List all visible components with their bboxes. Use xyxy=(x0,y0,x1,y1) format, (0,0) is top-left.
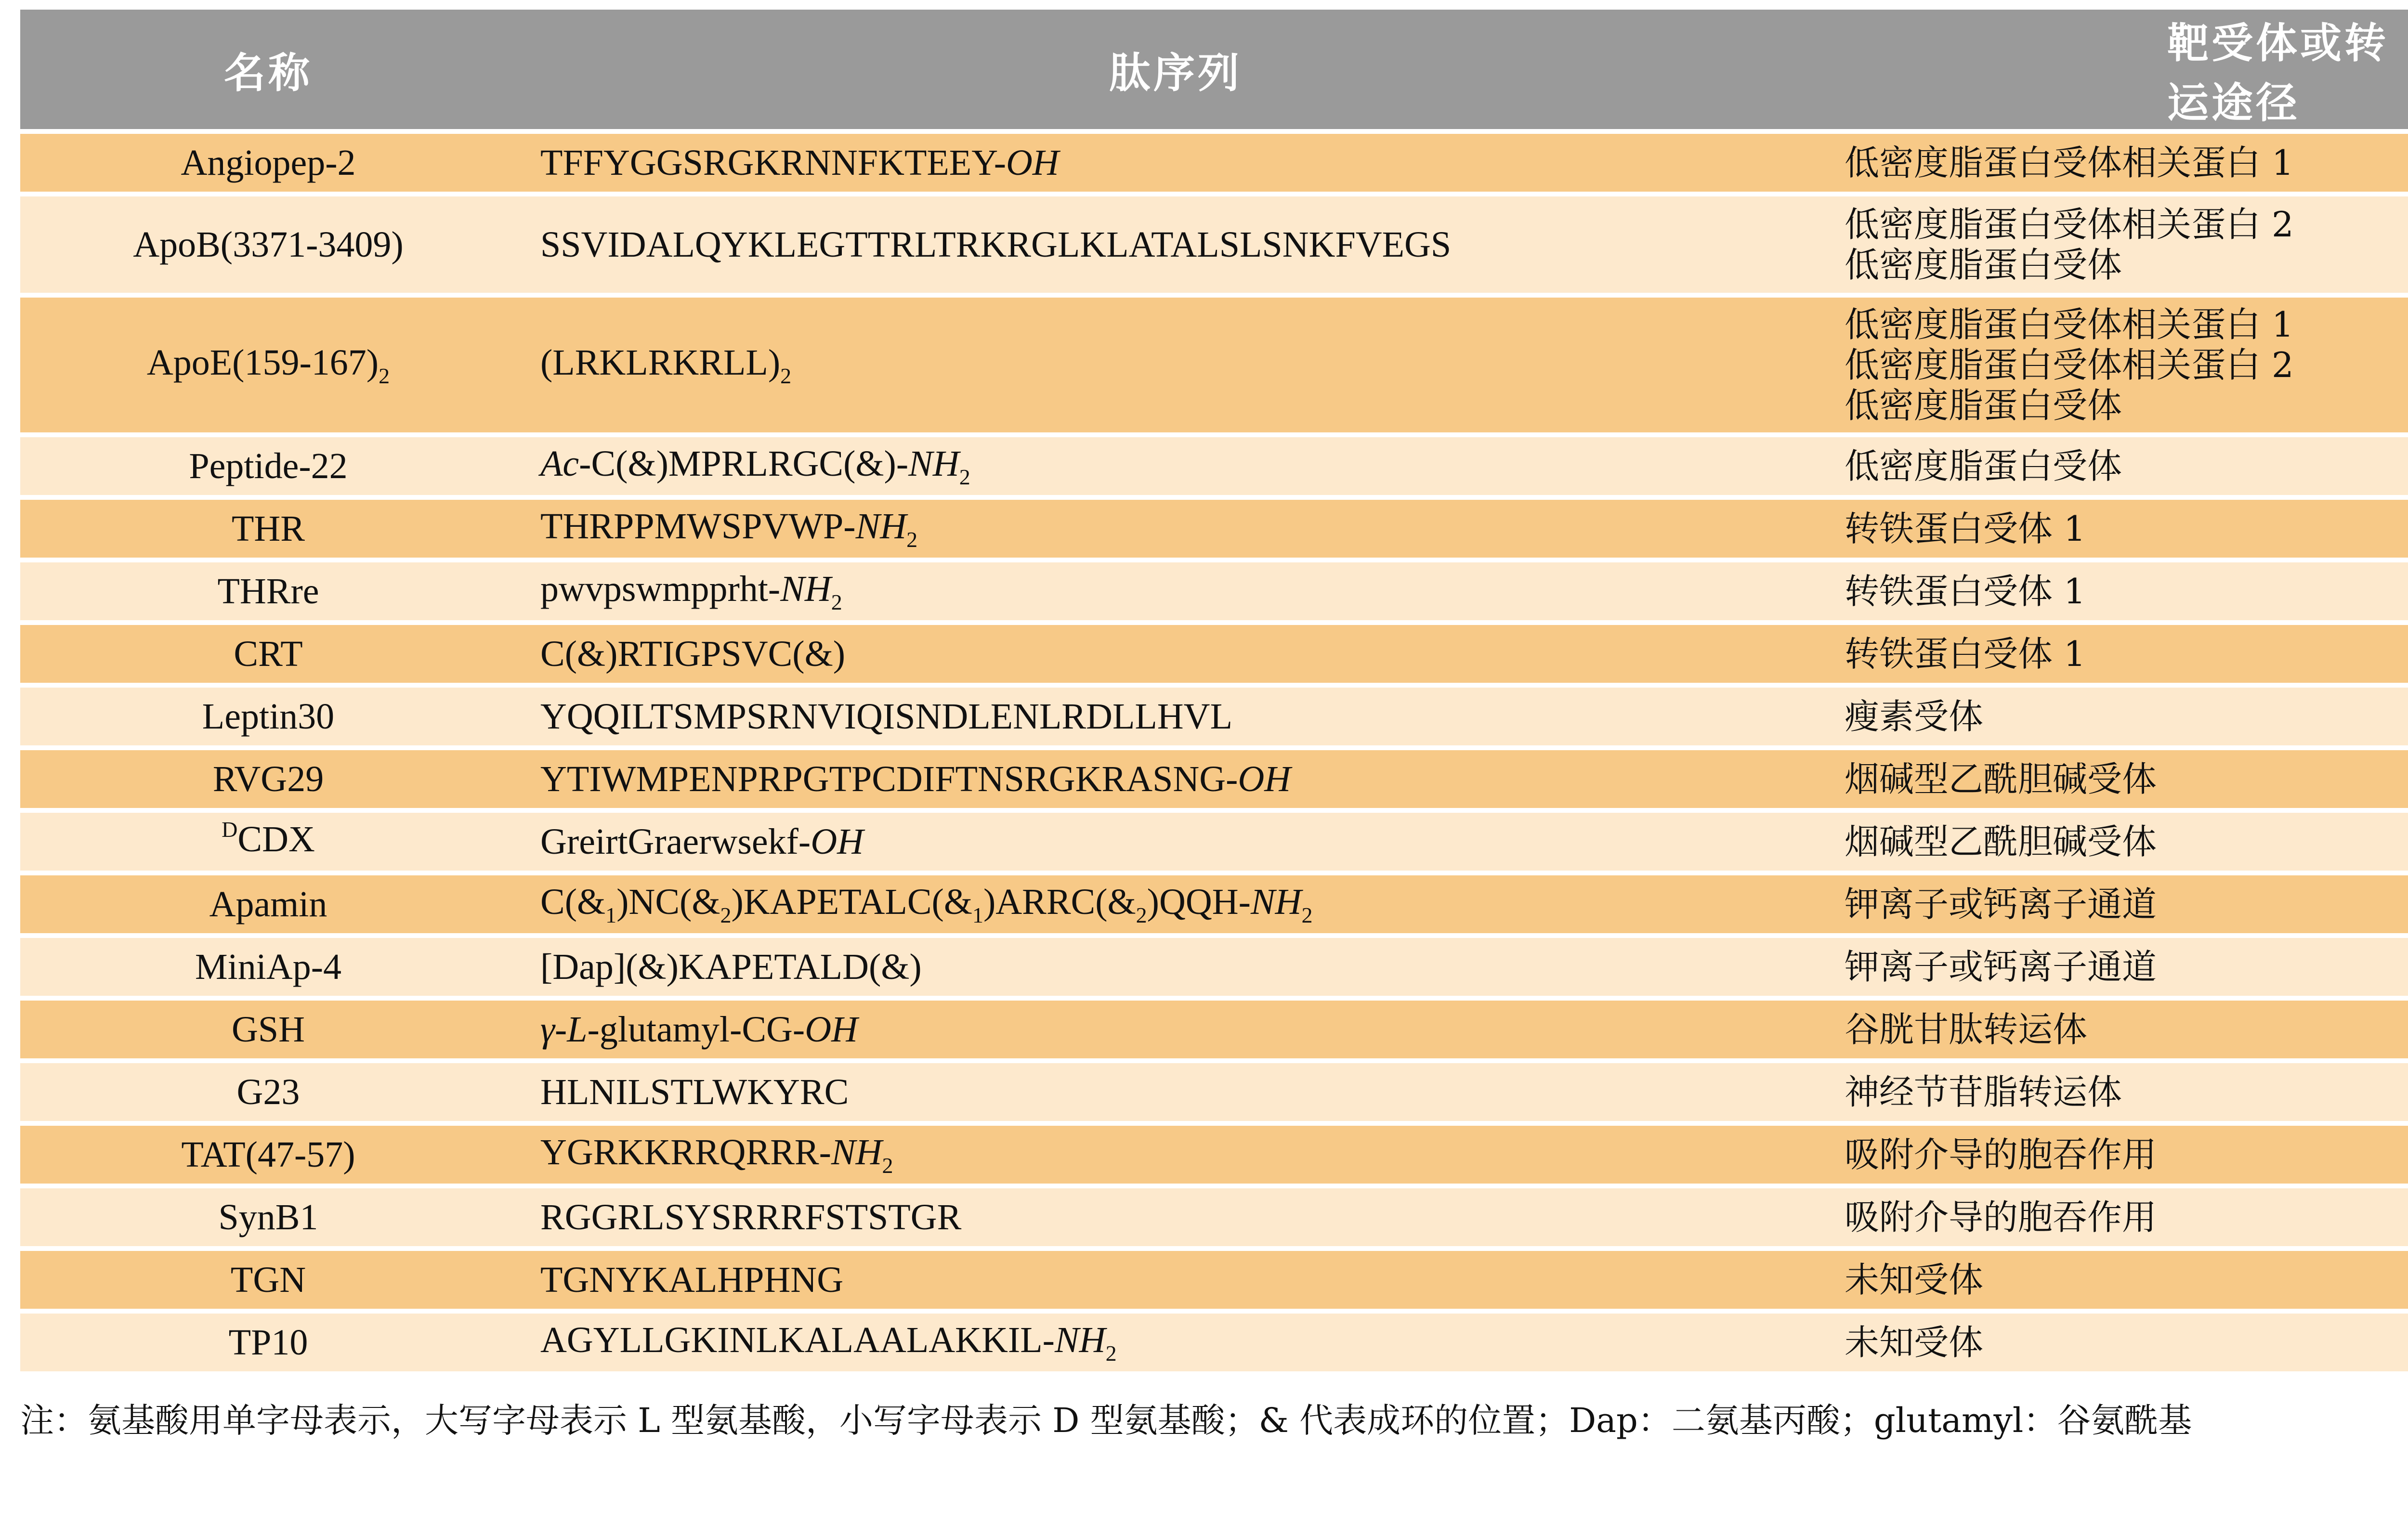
target-line: 瘦素受体 xyxy=(1845,696,1984,737)
target-cell xyxy=(1835,437,2408,495)
peptide-name-cell xyxy=(20,1314,516,1371)
target-cell xyxy=(1835,938,2408,996)
table-row xyxy=(20,1001,2408,1058)
target-line: 转铁蛋白受体 1 xyxy=(1845,508,2086,549)
peptide-name: RVG29 xyxy=(212,759,324,799)
sequence-segment: C(& xyxy=(540,882,606,922)
sequence-segment: HLNILSTLWKYRC xyxy=(540,1072,849,1112)
peptide-name-cell xyxy=(20,1001,516,1058)
table-row xyxy=(20,875,2408,933)
peptide-sequence-cell xyxy=(516,1001,1835,1058)
peptide-name-cell xyxy=(20,750,516,808)
target-cell xyxy=(1835,298,2408,432)
sequence-segment: TFFYGGSRGKRNNFKTEEY- xyxy=(540,143,1006,183)
header-target: 靶受体或转运途径 xyxy=(1835,10,2408,129)
sequence-segment: Ac xyxy=(540,443,579,484)
peptide-name: THRre xyxy=(217,571,319,612)
peptide-name-cell xyxy=(20,298,516,432)
sequence-subscript: 1 xyxy=(972,903,983,927)
header-name: 名称 xyxy=(20,10,516,129)
target-line: 未知受体 xyxy=(1845,1260,1984,1300)
target-cell xyxy=(1835,1063,2408,1121)
target-cell xyxy=(1835,750,2408,808)
peptide-sequence-cell xyxy=(516,625,1835,683)
sequence-segment: YQQILTSMPSRNVIQISNDLENLRDLLHVL xyxy=(540,696,1232,737)
header-sequence: 肽序列 xyxy=(516,10,1835,129)
peptide-sequence-cell xyxy=(516,134,1835,192)
sequence-subscript: 2 xyxy=(959,465,970,489)
peptide-sequence-cell xyxy=(516,813,1835,871)
table-row xyxy=(20,134,2408,192)
table-header xyxy=(20,10,2408,129)
peptide-sequence-cell xyxy=(516,1188,1835,1246)
target-line: 谷胱甘肽转运体 xyxy=(1845,1009,2088,1050)
sequence-segment: (LRKLRKRLL) xyxy=(540,342,781,383)
peptide-name: CRT xyxy=(234,634,303,674)
target-cell xyxy=(1835,1251,2408,1309)
sequence-subscript: 2 xyxy=(1301,903,1313,927)
target-line: 钾离子或钙离子通道 xyxy=(1845,884,2157,924)
target-cell xyxy=(1835,875,2408,933)
sequence-segment: -glutamyl-CG- xyxy=(587,1009,805,1050)
target-line: 低密度脂蛋白受体 xyxy=(1845,385,2122,426)
table-row xyxy=(20,1188,2408,1246)
sequence-segment: OH xyxy=(811,821,864,862)
table-row xyxy=(20,500,2408,558)
peptide-name-cell xyxy=(20,875,516,933)
peptide-table-container xyxy=(20,10,2408,1376)
target-line: 吸附介导的胞吞作用 xyxy=(1845,1197,2157,1237)
target-cell xyxy=(1835,625,2408,683)
sequence-subscript: 2 xyxy=(780,364,792,388)
target-cell xyxy=(1835,196,2408,293)
peptide-sequence-cell xyxy=(516,196,1835,293)
table-row xyxy=(20,1314,2408,1371)
peptide-name: MiniAp-4 xyxy=(195,947,341,987)
peptide-sequence-cell xyxy=(516,437,1835,495)
table-body xyxy=(20,134,2408,1371)
peptide-name: G23 xyxy=(236,1072,300,1112)
table-row xyxy=(20,1063,2408,1121)
sequence-segment: GreirtGraerwsekf- xyxy=(540,821,811,862)
target-cell xyxy=(1835,134,2408,192)
sequence-segment: NH xyxy=(780,569,831,609)
peptide-name: TP10 xyxy=(228,1322,308,1363)
sequence-segment: [Dap](&)KAPETALD(&) xyxy=(540,947,922,987)
peptide-sequence-cell xyxy=(516,562,1835,620)
peptide-name-cell xyxy=(20,562,516,620)
sequence-segment: )ARRC(& xyxy=(983,882,1136,922)
peptide-name-cell xyxy=(20,500,516,558)
sequence-segment: pwvpswmpprht- xyxy=(540,569,781,609)
target-cell xyxy=(1835,813,2408,871)
sequence-segment: )QQH- xyxy=(1147,882,1251,922)
sequence-segment: NH xyxy=(1054,1320,1106,1360)
peptide-sequence-cell xyxy=(516,750,1835,808)
peptide-name-cell xyxy=(20,134,516,192)
sequence-segment: NH xyxy=(908,443,959,484)
table-row xyxy=(20,688,2408,745)
peptide-name: TGN xyxy=(230,1260,306,1300)
target-cell xyxy=(1835,500,2408,558)
target-line: 烟碱型乙酰胆碱受体 xyxy=(1845,759,2157,799)
target-line: 低密度脂蛋白受体相关蛋白 1 xyxy=(1845,143,2294,183)
peptide-name: Leptin30 xyxy=(202,696,335,737)
peptide-name-cell xyxy=(20,1251,516,1309)
peptide-sequence-cell xyxy=(516,688,1835,745)
target-line: 吸附介导的胞吞作用 xyxy=(1845,1134,2157,1175)
sequence-subscript: 2 xyxy=(1105,1341,1117,1366)
peptide-name: GSH xyxy=(231,1009,305,1050)
target-line: 烟碱型乙酰胆碱受体 xyxy=(1845,821,2157,862)
peptide-name-cell xyxy=(20,625,516,683)
sequence-subscript: 2 xyxy=(882,1153,893,1178)
target-line: 低密度脂蛋白受体相关蛋白 1 xyxy=(1845,304,2294,345)
target-line: 低密度脂蛋白受体 xyxy=(1845,446,2122,486)
peptide-name: CDX xyxy=(237,819,315,859)
table-row xyxy=(20,196,2408,293)
peptide-name-cell xyxy=(20,196,516,293)
peptide-sequence-cell xyxy=(516,1126,1835,1184)
peptide-name-cell xyxy=(20,938,516,996)
sequence-segment: OH xyxy=(805,1009,858,1050)
sequence-segment: OH xyxy=(1238,759,1291,799)
table-row xyxy=(20,437,2408,495)
sequence-segment: NH xyxy=(855,506,907,547)
target-cell xyxy=(1835,1001,2408,1058)
peptide-sequence-cell xyxy=(516,500,1835,558)
table-row xyxy=(20,813,2408,871)
peptide-name-cell xyxy=(20,813,516,871)
peptide-table xyxy=(20,5,2408,1376)
target-cell xyxy=(1835,1188,2408,1246)
sequence-segment: YGRKKRRQRRR- xyxy=(540,1132,831,1172)
sequence-segment: THRPPMWSPVWP- xyxy=(540,506,856,547)
peptide-name-cell xyxy=(20,1188,516,1246)
peptide-sequence-cell xyxy=(516,298,1835,432)
sequence-subscript: 2 xyxy=(720,903,732,927)
table-row xyxy=(20,1251,2408,1309)
peptide-name: Apamin xyxy=(209,884,327,924)
target-line: 神经节苷脂转运体 xyxy=(1845,1072,2122,1112)
sequence-subscript: 2 xyxy=(906,527,918,552)
table-row xyxy=(20,562,2408,620)
header-row xyxy=(20,10,2408,129)
peptide-name: ApoE(159-167) xyxy=(146,342,379,383)
table-footnote: 注：氨基酸用单字母表示，大写字母表示 L 型氨基酸，小写字母表示 D 型氨基酸；& 代表成环的位置；Dap：二氨基丙酸；glutamyl：谷氨酰基 xyxy=(20,1401,2192,1440)
table-row xyxy=(20,750,2408,808)
sequence-segment: -C(&)MPRLRGC(&)- xyxy=(579,443,909,484)
target-cell xyxy=(1835,1314,2408,1371)
name-superscript: D xyxy=(222,817,238,842)
sequence-segment: YTIWMPENPRPGTPCDIFTNSRGKRASNG- xyxy=(540,759,1238,799)
sequence-segment: TGNYKALHPHNG xyxy=(540,1260,844,1300)
peptide-name-cell xyxy=(20,437,516,495)
sequence-segment: C(&)RTIGPSVC(&) xyxy=(540,634,846,674)
peptide-sequence-cell xyxy=(516,875,1835,933)
sequence-segment: AGYLLGKINLKALAALAKKIL- xyxy=(540,1320,1055,1360)
peptide-name: Angiopep-2 xyxy=(181,143,356,183)
target-line: 低密度脂蛋白受体相关蛋白 2 xyxy=(1845,345,2294,385)
peptide-name-cell xyxy=(20,1063,516,1121)
target-line: 未知受体 xyxy=(1845,1322,1984,1363)
target-line: 转铁蛋白受体 1 xyxy=(1845,634,2086,674)
sequence-subscript: 2 xyxy=(1136,903,1147,927)
sequence-segment: NH xyxy=(1250,882,1302,922)
peptide-name-cell xyxy=(20,1126,516,1184)
table-row xyxy=(20,625,2408,683)
target-cell xyxy=(1835,688,2408,745)
table-row xyxy=(20,1126,2408,1184)
target-line: 转铁蛋白受体 1 xyxy=(1845,571,2086,612)
peptide-name: ApoB(3371-3409) xyxy=(133,224,404,265)
peptide-name: SynB1 xyxy=(218,1197,318,1237)
table-row xyxy=(20,938,2408,996)
peptide-name: TAT(47-57) xyxy=(181,1134,355,1175)
sequence-subscript: 2 xyxy=(831,590,842,614)
sequence-segment: SSVIDALQYKLEGTTRLTRKRGLKLATALSLSNKFVEGS xyxy=(540,224,1452,265)
target-cell xyxy=(1835,1126,2408,1184)
target-cell xyxy=(1835,562,2408,620)
peptide-sequence-cell xyxy=(516,1314,1835,1371)
target-line: 低密度脂蛋白受体 xyxy=(1845,245,2122,285)
peptide-sequence-cell xyxy=(516,938,1835,996)
sequence-segment: )NC(& xyxy=(616,882,720,922)
peptide-name: Peptide-22 xyxy=(189,446,348,486)
peptide-sequence-cell xyxy=(516,1063,1835,1121)
sequence-segment: NH xyxy=(831,1132,882,1172)
sequence-segment: γ-L xyxy=(540,1009,588,1050)
sequence-subscript: 1 xyxy=(605,903,617,927)
peptide-name: THR xyxy=(232,508,305,549)
sequence-segment: OH xyxy=(1006,143,1059,183)
peptide-sequence-cell xyxy=(516,1251,1835,1309)
target-line: 钾离子或钙离子通道 xyxy=(1845,947,2157,987)
target-line: 低密度脂蛋白受体相关蛋白 2 xyxy=(1845,204,2294,245)
name-subscript: 2 xyxy=(379,364,390,388)
sequence-segment: RGGRLSYSRRRFSTSTGR xyxy=(540,1197,962,1237)
peptide-name-cell xyxy=(20,688,516,745)
table-row xyxy=(20,298,2408,432)
sequence-segment: )KAPETALC(& xyxy=(731,882,972,922)
